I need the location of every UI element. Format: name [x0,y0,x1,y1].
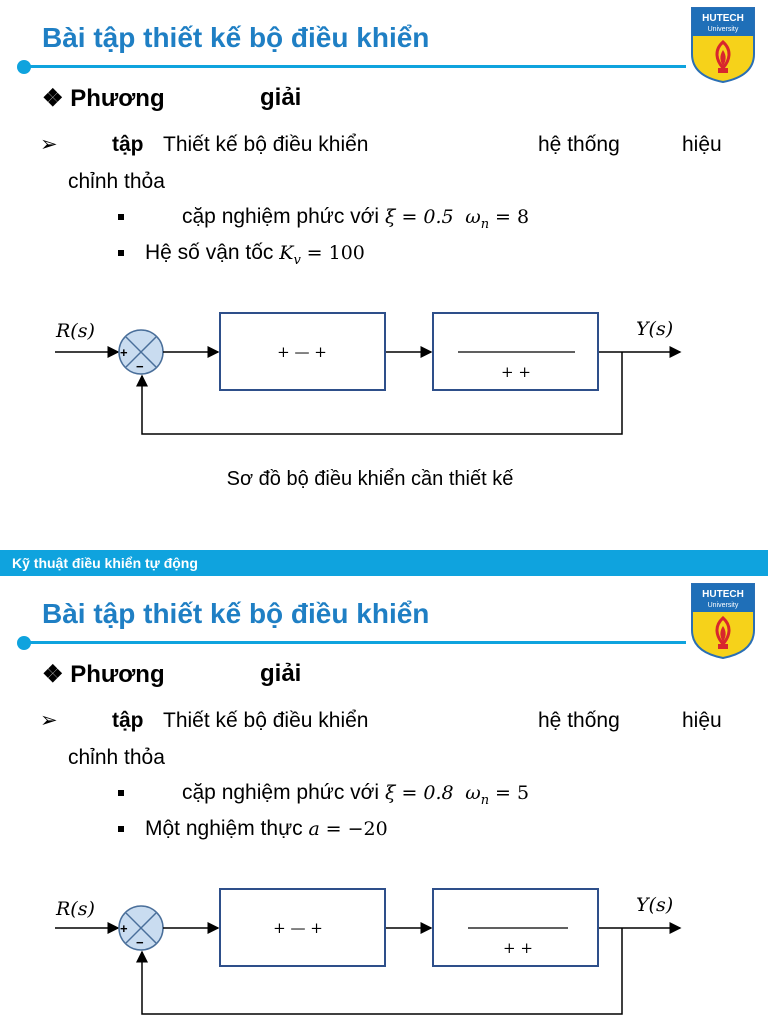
bullet-1-omega-value: = 5 [495,782,530,804]
slide-2 [0,576,768,1024]
title-dot [17,60,31,74]
block-diagram [0,881,768,1024]
heading-word-2: giải [260,660,302,687]
heading-word-1: Phương [70,85,165,112]
bullet-1-xi: ξ = 0.5 [384,206,454,228]
bullet-1-omega-sub: n [480,217,490,233]
logo-title: HUTECH [702,589,744,600]
hutech-logo [690,582,756,660]
bullet-2-k: K [279,242,294,264]
bullet-2-k-sub: v [293,253,301,269]
arrow-bullet-icon: ➢ [40,133,58,156]
task-text-1: Thiết kế bộ điều khiển [163,709,369,732]
minus-sign: − [136,935,144,950]
task-line-2: chỉnh thỏa [68,746,165,769]
square-bullet-icon [118,826,124,832]
slide-title: Bài tập thiết kế bộ điều khiển [42,22,430,53]
title-underline [24,65,686,68]
plant-denominator: + + [501,363,531,381]
bullet-1-omega-value: = 8 [495,206,530,228]
plant-denominator: + + [503,939,533,957]
bullet-1 [182,205,529,232]
task-label: tập [112,709,144,732]
hutech-logo [690,6,756,84]
plus-sign: + [120,345,128,360]
logo-subtitle: University [707,26,739,33]
logo-subtitle: University [707,602,739,609]
diamond-bullet-icon: ❖ [42,85,71,112]
task-text-1: Thiết kế bộ điều khiển [163,133,369,156]
logo-title: HUTECH [702,13,744,24]
task-text-2: hệ thống [538,133,620,156]
heading-word-2: giải [260,84,302,111]
bullet-2-text: Một nghiệm thực [145,817,303,840]
plus-sign: + [120,921,128,936]
heading-word-1: Phương [70,661,165,688]
block-diagram [0,305,768,445]
slide-title: Bài tập thiết kế bộ điều khiển [42,598,430,629]
task-text-2: hệ thống [538,709,620,732]
bullet-2-a: a [308,818,320,840]
bullet-2-value: = −20 [325,818,388,840]
task-line-2: chỉnh thỏa [68,170,165,193]
diagram-caption: Sơ đồ bộ điều khiển cần thiết kế [226,468,514,490]
bullet-1 [182,781,529,808]
square-bullet-icon [118,214,124,220]
title-underline [24,641,686,644]
bullet-1-text: cặp nghiệm phức với [182,781,380,804]
output-label: Y(s) [636,318,674,340]
bullet-1-omega: ω [465,782,481,804]
square-bullet-icon [118,250,124,256]
controller-expression: + — + [277,343,327,361]
input-label: R(s) [56,320,95,342]
bullet-1-xi: ξ = 0.8 [384,782,454,804]
bullet-1-omega-sub: n [480,793,490,809]
task-label: tập [112,133,144,156]
square-bullet-icon [118,790,124,796]
input-label: R(s) [56,898,95,920]
arrow-bullet-icon: ➢ [40,709,58,732]
output-label: Y(s) [636,894,674,916]
task-text-3: hiệu [682,709,722,732]
bullet-1-text: cặp nghiệm phức với [182,205,380,228]
controller-expression: + — + [273,919,323,937]
minus-sign: − [136,359,144,374]
task-text-3: hiệu [682,133,722,156]
bullet-2-text: Hệ số vận tốc [145,241,274,264]
bullet-2 [145,817,388,841]
diamond-bullet-icon: ❖ [42,661,71,688]
footer-label: Kỹ thuật điều khiển tự động [12,555,198,571]
bullet-2 [145,241,365,268]
bullet-1-omega: ω [465,206,481,228]
heading [42,660,302,689]
footer-bar [0,550,768,576]
heading [42,84,302,113]
title-dot [17,636,31,650]
bullet-2-value: = 100 [306,242,365,264]
